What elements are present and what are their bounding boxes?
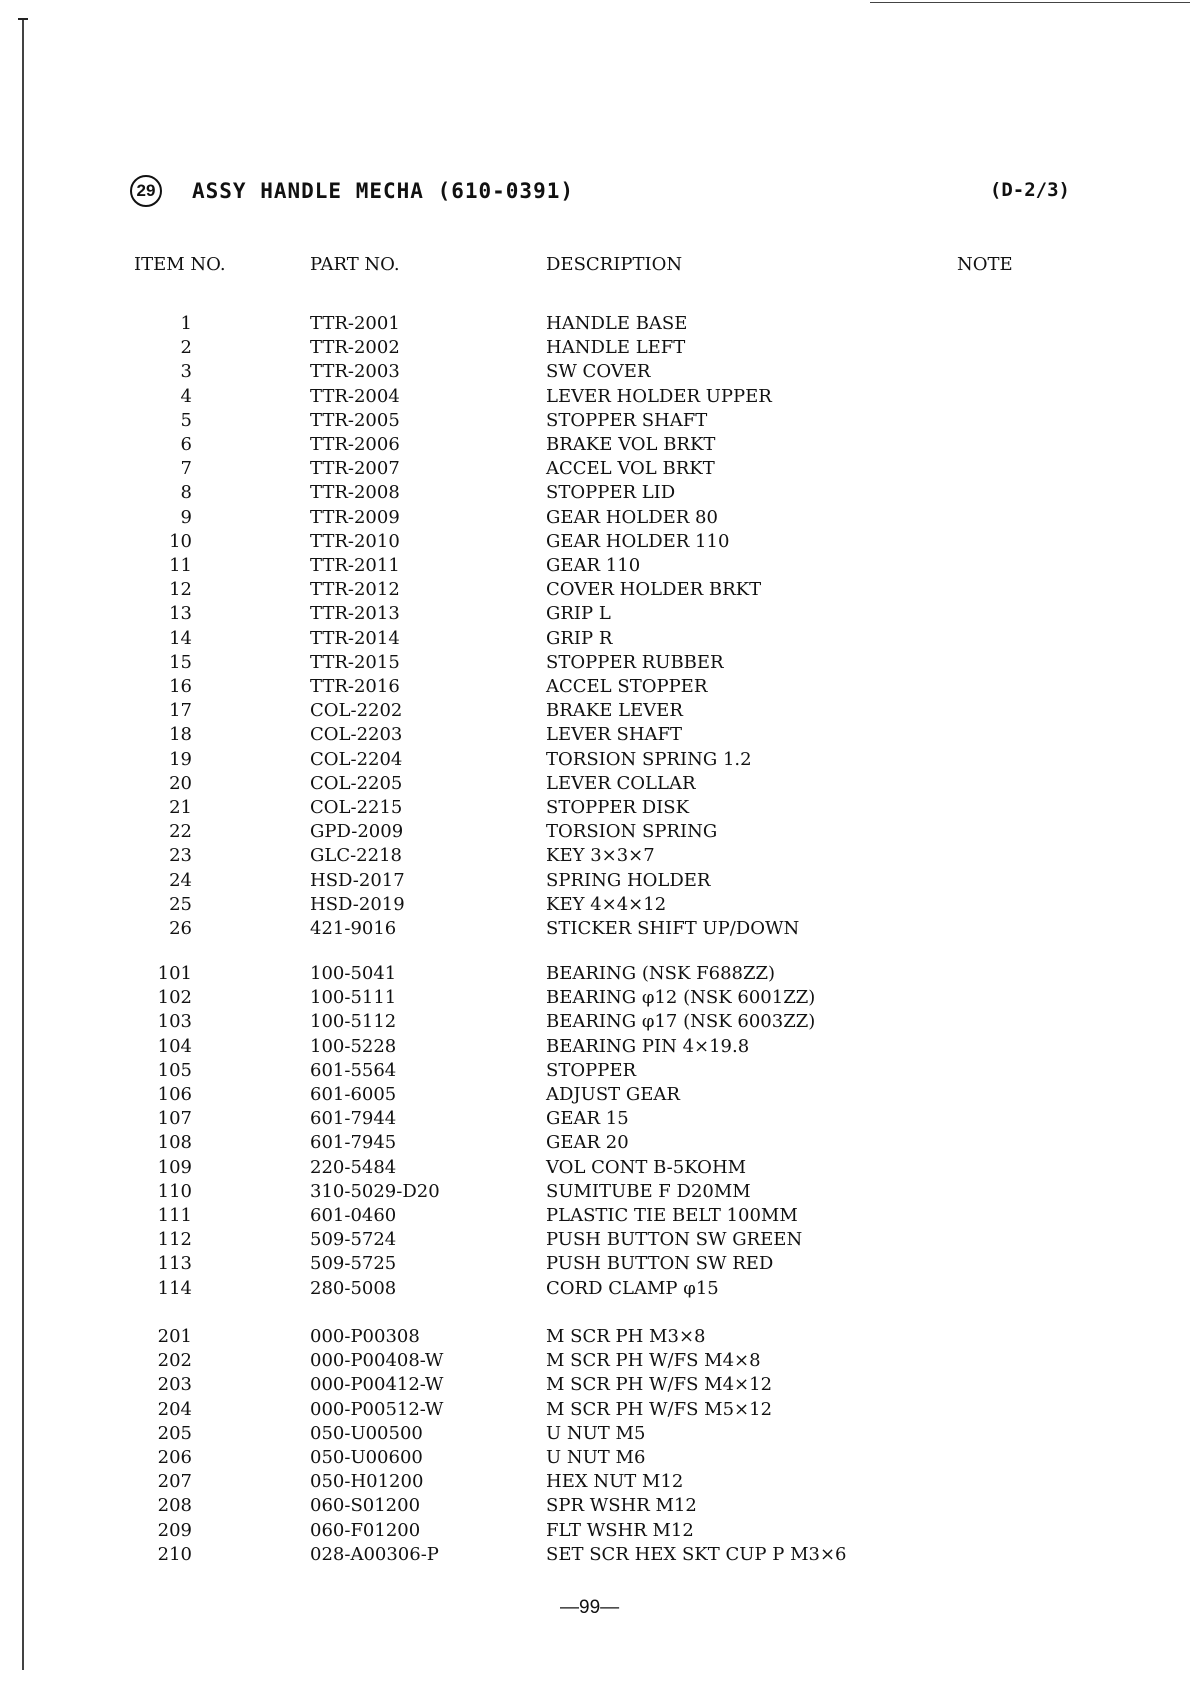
table-row bbox=[0, 386, 1190, 410]
item-number: 12 bbox=[169, 579, 192, 601]
part-description: SET SCR HEX SKT CUP P M3×6 bbox=[546, 1543, 847, 1565]
table-row bbox=[0, 1060, 1190, 1084]
table-row bbox=[0, 1471, 1190, 1495]
part-description: PLASTIC TIE BELT 100MM bbox=[546, 1205, 798, 1226]
item-number: 22 bbox=[169, 821, 192, 843]
item-number: 3 bbox=[180, 361, 192, 383]
part-number: 601-7945 bbox=[310, 1132, 397, 1154]
part-number: 100-5111 bbox=[310, 987, 397, 1009]
part-description: PUSH BUTTON SW GREEN bbox=[546, 1229, 803, 1251]
part-description: HEX NUT M12 bbox=[546, 1471, 684, 1493]
part-number: 000-P00308 bbox=[310, 1326, 420, 1347]
table-row bbox=[0, 652, 1190, 676]
part-number: 000-P00408-W bbox=[310, 1350, 444, 1372]
part-description: M SCR PH W/FS M4×12 bbox=[546, 1374, 773, 1396]
table-row bbox=[0, 603, 1190, 627]
item-number: 204 bbox=[157, 1398, 192, 1420]
part-description: M SCR PH W/FS M4×8 bbox=[546, 1350, 761, 1372]
part-description: TORSION SPRING 1.2 bbox=[546, 748, 752, 770]
item-number: 6 bbox=[180, 434, 192, 455]
item-number: 202 bbox=[157, 1350, 192, 1372]
item-number: 4 bbox=[180, 385, 192, 407]
part-number: 421-9016 bbox=[310, 918, 397, 939]
item-number: 15 bbox=[169, 651, 192, 673]
item-number: 114 bbox=[157, 1277, 192, 1299]
part-description: LEVER SHAFT bbox=[546, 724, 683, 746]
table-row bbox=[0, 1423, 1190, 1447]
part-description: ADJUST GEAR bbox=[546, 1084, 680, 1105]
part-description: PUSH BUTTON SW RED bbox=[546, 1253, 774, 1275]
part-number: 509-5725 bbox=[310, 1253, 397, 1275]
table-row bbox=[0, 1181, 1190, 1205]
table-row bbox=[0, 1495, 1190, 1519]
table-row bbox=[0, 918, 1190, 942]
part-number: HSD-2019 bbox=[310, 893, 405, 915]
item-number: 106 bbox=[157, 1084, 192, 1105]
item-number: 14 bbox=[169, 627, 192, 649]
part-description: HANDLE BASE bbox=[546, 313, 688, 334]
part-number: 060-S01200 bbox=[310, 1495, 421, 1517]
item-number: 25 bbox=[169, 893, 192, 915]
item-number: 8 bbox=[180, 482, 192, 504]
part-number: 280-5008 bbox=[310, 1277, 397, 1299]
item-number: 102 bbox=[157, 987, 192, 1009]
part-description: GEAR HOLDER 110 bbox=[546, 530, 730, 552]
item-number: 24 bbox=[169, 869, 192, 891]
part-description: STOPPER bbox=[546, 1059, 637, 1081]
column-header-description: DESCRIPTION bbox=[546, 254, 683, 275]
part-description: M SCR PH M3×8 bbox=[546, 1326, 706, 1347]
part-description: SUMITUBE F D20MM bbox=[546, 1180, 751, 1202]
part-number: TTR-2006 bbox=[310, 434, 400, 455]
part-number: 000-P00512-W bbox=[310, 1398, 444, 1420]
table-row bbox=[0, 410, 1190, 434]
part-description: CORD CLAMP φ15 bbox=[546, 1277, 719, 1299]
part-number: 601-6005 bbox=[310, 1084, 397, 1105]
table-row bbox=[0, 313, 1190, 337]
section-number-badge: 29 bbox=[130, 175, 162, 207]
part-description: U NUT M5 bbox=[546, 1422, 646, 1444]
part-description: GEAR HOLDER 80 bbox=[546, 506, 718, 528]
part-number: 060-F01200 bbox=[310, 1519, 421, 1541]
part-number: 601-0460 bbox=[310, 1205, 397, 1226]
item-number: 17 bbox=[169, 700, 192, 722]
part-description: KEY 4×4×12 bbox=[546, 893, 667, 915]
part-number: TTR-2014 bbox=[310, 627, 400, 649]
table-row bbox=[0, 773, 1190, 797]
item-number: 23 bbox=[169, 845, 192, 867]
item-number: 16 bbox=[169, 676, 192, 697]
table-row bbox=[0, 987, 1190, 1011]
table-row bbox=[0, 1350, 1190, 1374]
table-row bbox=[0, 1326, 1190, 1350]
part-description: BEARING (NSK F688ZZ) bbox=[546, 963, 776, 984]
item-number: 209 bbox=[157, 1519, 192, 1541]
item-number: 203 bbox=[157, 1374, 192, 1396]
part-description: LEVER HOLDER UPPER bbox=[546, 385, 772, 407]
column-header-item: ITEM NO. bbox=[134, 254, 226, 275]
table-row bbox=[0, 531, 1190, 555]
item-number: 101 bbox=[157, 963, 192, 984]
part-number: TTR-2004 bbox=[310, 385, 400, 407]
item-number: 18 bbox=[169, 724, 192, 746]
column-header-note: NOTE bbox=[957, 254, 1013, 275]
item-number: 1 bbox=[180, 313, 192, 334]
part-number: TTR-2013 bbox=[310, 603, 400, 625]
part-number: 100-5112 bbox=[310, 1011, 397, 1033]
part-description: BEARING PIN 4×19.8 bbox=[546, 1035, 750, 1057]
item-number: 201 bbox=[157, 1326, 192, 1347]
item-number: 104 bbox=[157, 1035, 192, 1057]
table-row bbox=[0, 1253, 1190, 1277]
part-number: COL-2204 bbox=[310, 748, 403, 770]
table-row bbox=[0, 1399, 1190, 1423]
part-number: TTR-2015 bbox=[310, 651, 400, 673]
part-description: STOPPER DISK bbox=[546, 797, 690, 818]
table-row bbox=[0, 749, 1190, 773]
table-row bbox=[0, 963, 1190, 987]
part-number: 100-5228 bbox=[310, 1035, 397, 1057]
part-description: SPRING HOLDER bbox=[546, 869, 711, 891]
item-number: 109 bbox=[157, 1156, 192, 1178]
part-number: 050-U00600 bbox=[310, 1447, 423, 1468]
item-number: 105 bbox=[157, 1059, 192, 1081]
part-description: SPR WSHR M12 bbox=[546, 1495, 697, 1517]
part-description: BRAKE LEVER bbox=[546, 700, 683, 722]
part-description: GEAR 110 bbox=[546, 555, 641, 576]
section-title: ASSY HANDLE MECHA (610-0391) bbox=[192, 179, 575, 203]
item-number: 9 bbox=[180, 506, 192, 528]
page-number: —99— bbox=[560, 1597, 620, 1618]
item-number: 207 bbox=[157, 1471, 192, 1493]
part-number: 601-5564 bbox=[310, 1059, 397, 1081]
table-row bbox=[0, 1011, 1190, 1035]
item-number: 13 bbox=[169, 603, 192, 625]
part-description: GRIP L bbox=[546, 603, 611, 625]
table-row bbox=[0, 845, 1190, 869]
part-description: BRAKE VOL BRKT bbox=[546, 434, 716, 455]
table-row bbox=[0, 894, 1190, 918]
part-number: COL-2205 bbox=[310, 772, 403, 794]
part-description: LEVER COLLAR bbox=[546, 772, 696, 794]
table-row bbox=[0, 482, 1190, 506]
part-number: COL-2202 bbox=[310, 700, 403, 722]
part-description: BEARING φ17 (NSK 6003ZZ) bbox=[546, 1011, 816, 1033]
table-row bbox=[0, 434, 1190, 458]
part-number: HSD-2017 bbox=[310, 869, 405, 891]
table-row bbox=[0, 507, 1190, 531]
part-number: TTR-2016 bbox=[310, 676, 400, 697]
part-description: VOL CONT B-5KOHM bbox=[546, 1156, 747, 1178]
table-row bbox=[0, 1520, 1190, 1544]
item-number: 10 bbox=[169, 530, 192, 552]
table-row bbox=[0, 821, 1190, 845]
part-description: COVER HOLDER BRKT bbox=[546, 579, 762, 601]
item-number: 208 bbox=[157, 1495, 192, 1517]
part-number: TTR-2001 bbox=[310, 313, 400, 334]
part-number: TTR-2002 bbox=[310, 337, 400, 359]
part-number: 509-5724 bbox=[310, 1229, 397, 1251]
table-row bbox=[0, 361, 1190, 385]
part-number: TTR-2005 bbox=[310, 409, 400, 431]
item-number: 19 bbox=[169, 748, 192, 770]
item-number: 113 bbox=[157, 1253, 192, 1275]
part-number: COL-2215 bbox=[310, 797, 403, 818]
part-description: ACCEL STOPPER bbox=[546, 676, 708, 697]
table-row bbox=[0, 676, 1190, 700]
item-number: 103 bbox=[157, 1011, 192, 1033]
part-description: STOPPER SHAFT bbox=[546, 409, 708, 431]
part-number: TTR-2007 bbox=[310, 458, 400, 480]
part-number: TTR-2011 bbox=[310, 555, 400, 576]
table-row bbox=[0, 1447, 1190, 1471]
table-row bbox=[0, 579, 1190, 603]
part-description: STOPPER RUBBER bbox=[546, 651, 724, 673]
part-description: STICKER SHIFT UP/DOWN bbox=[546, 918, 800, 939]
part-number: COL-2203 bbox=[310, 724, 403, 746]
part-description: SW COVER bbox=[546, 361, 651, 383]
part-number: GLC-2218 bbox=[310, 845, 402, 867]
table-row bbox=[0, 1229, 1190, 1253]
part-description: STOPPER LID bbox=[546, 482, 676, 504]
table-row bbox=[0, 700, 1190, 724]
part-number: TTR-2010 bbox=[310, 530, 400, 552]
item-number: 110 bbox=[157, 1180, 192, 1202]
part-number: 028-A00306-P bbox=[310, 1543, 439, 1565]
table-row bbox=[0, 337, 1190, 361]
item-number: 112 bbox=[157, 1229, 192, 1251]
table-row bbox=[0, 870, 1190, 894]
part-description: FLT WSHR M12 bbox=[546, 1519, 694, 1541]
table-row bbox=[0, 458, 1190, 482]
item-number: 11 bbox=[169, 555, 192, 576]
item-number: 7 bbox=[180, 458, 192, 480]
table-row bbox=[0, 1374, 1190, 1398]
part-number: 050-H01200 bbox=[310, 1471, 424, 1493]
part-number: 050-U00500 bbox=[310, 1422, 423, 1444]
item-number: 20 bbox=[169, 772, 192, 794]
part-number: TTR-2008 bbox=[310, 482, 400, 504]
table-row bbox=[0, 797, 1190, 821]
part-number: 601-7944 bbox=[310, 1108, 397, 1130]
table-row bbox=[0, 1205, 1190, 1229]
table-row bbox=[0, 1278, 1190, 1302]
column-header-part: PART NO. bbox=[310, 254, 400, 275]
part-number: 310-5029-D20 bbox=[310, 1180, 440, 1202]
item-number: 26 bbox=[169, 918, 192, 939]
part-number: TTR-2003 bbox=[310, 361, 400, 383]
table-row bbox=[0, 1084, 1190, 1108]
table-row bbox=[0, 1132, 1190, 1156]
table-row bbox=[0, 555, 1190, 579]
table-row bbox=[0, 1544, 1190, 1568]
part-number: TTR-2012 bbox=[310, 579, 400, 601]
part-number: 100-5041 bbox=[310, 963, 397, 984]
part-description: GRIP R bbox=[546, 627, 613, 649]
part-number: TTR-2009 bbox=[310, 506, 400, 528]
part-description: HANDLE LEFT bbox=[546, 337, 686, 359]
item-number: 2 bbox=[180, 337, 192, 359]
item-number: 206 bbox=[157, 1447, 192, 1468]
table-row bbox=[0, 724, 1190, 748]
item-number: 5 bbox=[180, 409, 192, 431]
table-row bbox=[0, 628, 1190, 652]
part-description: U NUT M6 bbox=[546, 1447, 646, 1468]
table-row bbox=[0, 1157, 1190, 1181]
item-number: 111 bbox=[157, 1205, 192, 1226]
item-number: 205 bbox=[157, 1422, 192, 1444]
part-number: 220-5484 bbox=[310, 1156, 397, 1178]
part-description: M SCR PH W/FS M5×12 bbox=[546, 1398, 773, 1420]
part-description: KEY 3×3×7 bbox=[546, 845, 655, 867]
item-number: 21 bbox=[169, 797, 192, 818]
sheet-reference: (D-2/3) bbox=[989, 179, 1070, 201]
part-description: TORSION SPRING bbox=[546, 821, 718, 843]
part-number: GPD-2009 bbox=[310, 821, 404, 843]
item-number: 107 bbox=[157, 1108, 192, 1130]
part-description: ACCEL VOL BRKT bbox=[546, 458, 715, 480]
table-row bbox=[0, 1036, 1190, 1060]
part-number: 000-P00412-W bbox=[310, 1374, 444, 1396]
item-number: 108 bbox=[157, 1132, 192, 1154]
part-description: GEAR 15 bbox=[546, 1108, 629, 1130]
part-description: GEAR 20 bbox=[546, 1132, 629, 1154]
item-number: 210 bbox=[157, 1543, 192, 1565]
part-description: BEARING φ12 (NSK 6001ZZ) bbox=[546, 987, 816, 1009]
table-row bbox=[0, 1108, 1190, 1132]
